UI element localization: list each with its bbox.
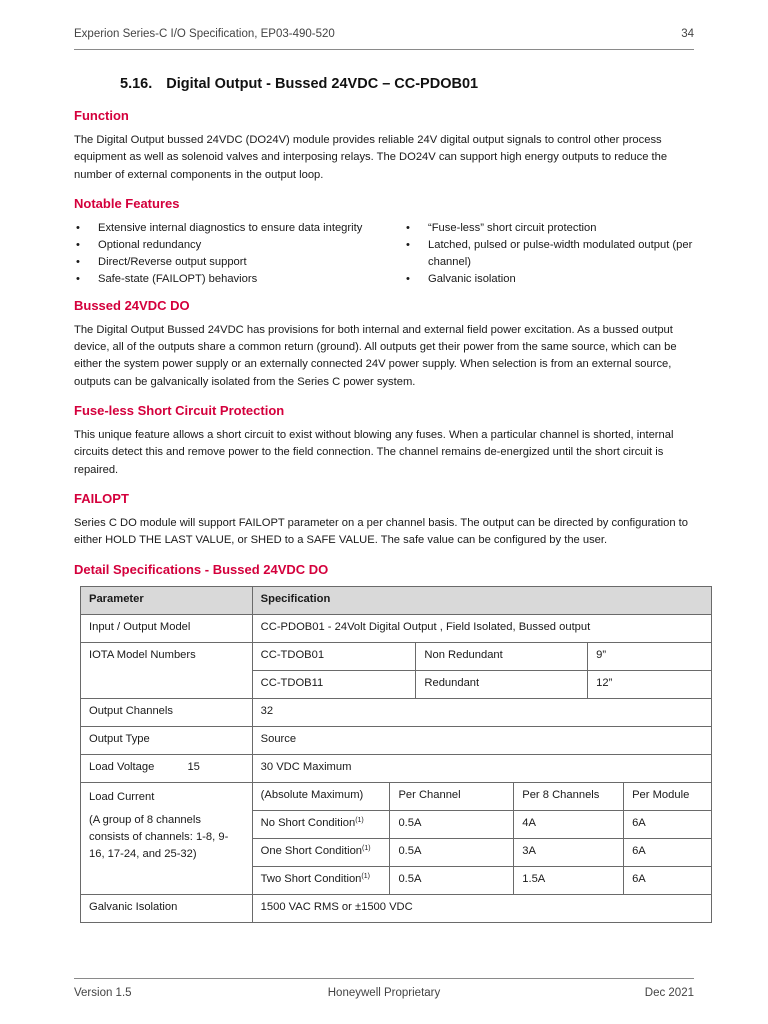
- load-voltage-ref: 15: [187, 760, 200, 773]
- iota-type-cell: Redundant: [416, 670, 588, 698]
- feature-item: • Galvanic isolation: [404, 271, 694, 288]
- page-number: 34: [681, 28, 694, 40]
- value-cell: 1.5A: [514, 866, 624, 894]
- footer-proprietary: Honeywell Proprietary: [327, 987, 441, 999]
- footer-date: Dec 2021: [644, 987, 694, 999]
- spec-cell: CC-PDOB01 - 24Volt Digital Output , Field Isolated, Bussed output: [252, 614, 711, 642]
- condition-cell: [252, 866, 390, 894]
- param-cell: IOTA Model Numbers: [81, 642, 253, 698]
- footer-divider: [74, 978, 694, 979]
- table-row: [81, 698, 712, 726]
- feature-item: • “Fuse-less” short circuit protection: [404, 220, 694, 237]
- failopt-text: Series C DO module will support FAILOPT parameter on a per channel basis. The output can be directed by configuration to either HOLD THE LAST VALUE, or SHED to a SAFE VALUE. The safe value can be configured by the user.: [74, 516, 688, 547]
- feature-item: • Extensive internal diagnostics to ensure data integrity: [74, 220, 404, 237]
- load-current-note: (A group of 8 channels consists of channels: 1-8, 9-16, 17-24, and 25-32): [89, 813, 229, 860]
- features-list: [74, 220, 694, 288]
- value-cell: 6A: [624, 866, 712, 894]
- condition-text: One Short Condition: [260, 844, 363, 857]
- value-cell: 0.5A: [390, 838, 514, 866]
- iota-model-cell: CC-TDOB11: [252, 670, 416, 698]
- table-row: [81, 782, 712, 810]
- page-footer: [74, 987, 694, 999]
- features-left-column: [74, 220, 404, 288]
- condition-cell: [252, 838, 390, 866]
- value-cell: 6A: [624, 838, 712, 866]
- section-title: [120, 76, 694, 92]
- header-parameter: Parameter: [81, 586, 253, 614]
- feature-item: • Safe-state (FAILOPT) behaviors: [74, 271, 404, 288]
- bussed-text: The Digital Output Bussed 24VDC has provisions for both internal and external field power excitation. As a bussed output device, all of the outputs share a common return (ground). All outputs get their power from the same source, which can be either the system power supply or an externally connected 24V power supply. When selection is from an external source, outputs can be galvanically isolated from the Series C power system.: [74, 323, 677, 388]
- iota-size-cell: 12”: [588, 670, 712, 698]
- features-heading: Notable Features: [74, 195, 180, 211]
- footnote-ref: (1): [361, 872, 370, 880]
- features-right-column: [404, 220, 694, 288]
- table-header-row: [81, 586, 712, 614]
- iota-model-cell: CC-TDOB01: [252, 642, 416, 670]
- spec-cell: 1500 VAC RMS or ±1500 VDC: [252, 894, 711, 922]
- param-cell: Galvanic Isolation: [81, 894, 253, 922]
- table-row: [81, 642, 712, 670]
- value-cell: 6A: [624, 810, 712, 838]
- current-header-cell: Per Channel: [390, 782, 514, 810]
- spec-cell: 30 VDC Maximum: [252, 754, 711, 782]
- header-divider: [74, 49, 694, 50]
- param-cell: [81, 782, 253, 894]
- page-header: [74, 28, 694, 40]
- document-title: Experion Series-C I/O Specification, EP03-490-520: [74, 28, 335, 40]
- condition-text: Two Short Condition: [260, 872, 362, 885]
- page-content: [74, 76, 694, 923]
- feature-item: • Direct/Reverse output support: [74, 254, 404, 271]
- param-cell: [81, 754, 253, 782]
- section-number: 5.16.: [120, 76, 153, 92]
- value-cell: 0.5A: [390, 866, 514, 894]
- table-row: [81, 754, 712, 782]
- footer-version: Version 1.5: [74, 987, 132, 999]
- condition-cell: [252, 810, 390, 838]
- load-current-label: Load Current: [89, 790, 155, 803]
- specs-table: [80, 586, 712, 923]
- header-specification: Specification: [252, 586, 711, 614]
- fuseless-text: This unique feature allows a short circuit to exist without blowing any fuses. When a particular channel is shorted, internal circuits detect this and remove power to the field connection. The channel remains de-energized until the short circuit is repaired.: [74, 429, 674, 476]
- value-cell: 4A: [514, 810, 624, 838]
- param-cell: Input / Output Model: [81, 614, 253, 642]
- iota-type-cell: Non Redundant: [416, 642, 588, 670]
- function-text: The Digital Output bussed 24VDC (DO24V) module provides reliable 24V digital output signals to control other process equipment as well as solenoid valves and interposing relays. The DO24V can support high energy outputs to reduce the number of external components in the output loop.: [74, 134, 668, 181]
- specs-heading: Detail Specifications - Bussed 24VDC DO: [74, 561, 329, 577]
- fuseless-heading: Fuse-less Short Circuit Protection: [74, 403, 285, 419]
- footnote-ref: (1): [355, 816, 364, 824]
- load-voltage-label: Load Voltage: [89, 760, 155, 773]
- value-cell: 3A: [514, 838, 624, 866]
- iota-size-cell: 9”: [588, 642, 712, 670]
- bussed-heading: Bussed 24VDC DO: [74, 297, 190, 313]
- current-header-cell: Per Module: [624, 782, 712, 810]
- condition-text: No Short Condition: [260, 816, 356, 829]
- spec-cell: Source: [252, 726, 711, 754]
- param-cell: Output Channels: [81, 698, 253, 726]
- value-cell: 0.5A: [390, 810, 514, 838]
- feature-item: • Latched, pulsed or pulse-width modulated output (per channel): [404, 237, 694, 271]
- spec-cell: 32: [252, 698, 711, 726]
- param-cell: Output Type: [81, 726, 253, 754]
- feature-item: • Optional redundancy: [74, 237, 404, 254]
- section-title-text: Digital Output - Bussed 24VDC – CC-PDOB01: [166, 76, 479, 92]
- current-header-cell: Per 8 Channels: [514, 782, 624, 810]
- table-row: [81, 726, 712, 754]
- footnote-ref: (1): [362, 844, 371, 852]
- function-heading: Function: [74, 108, 129, 123]
- current-header-cell: (Absolute Maximum): [252, 782, 390, 810]
- failopt-heading: FAILOPT: [74, 490, 129, 506]
- table-row: [81, 894, 712, 922]
- table-row: [81, 614, 712, 642]
